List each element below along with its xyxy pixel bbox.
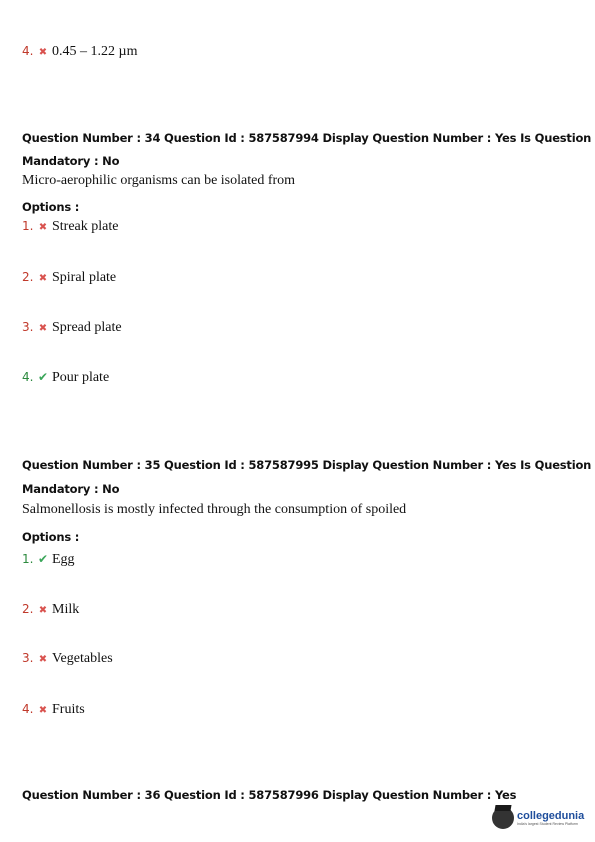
logo-name: collegedunia [517, 810, 585, 822]
option-number: 3. [22, 320, 34, 334]
check-icon: ✔ [37, 552, 49, 566]
question-text: Salmonellosis is mostly infected through the consumption of spoiled [22, 502, 407, 517]
cross-icon: ✖ [38, 654, 48, 665]
option-item [22, 552, 75, 568]
option-item [22, 651, 113, 667]
cross-icon: ✖ [38, 273, 48, 284]
option-item [22, 320, 122, 336]
option-number: 4. [22, 370, 34, 384]
option-item [22, 702, 85, 718]
option-text: Streak plate [52, 219, 119, 234]
option-text: 0.45 – 1.22 µm [52, 44, 138, 59]
question-meta: Question Number : 35 Question Id : 587587995 Display Question Number : Yes Is Question [22, 458, 592, 472]
option-text: Spiral plate [52, 270, 117, 285]
option-carryover [22, 44, 137, 60]
option-text: Spread plate [52, 320, 122, 335]
option-text: Egg [52, 552, 75, 567]
question-meta: Question Number : 36 Question Id : 587587996 Display Question Number : Yes [22, 788, 517, 802]
option-item [22, 219, 118, 235]
question-text: Micro-aerophilic organisms can be isolated from [22, 173, 296, 188]
option-number: 1. [22, 552, 34, 566]
options-label: Options : [22, 530, 80, 544]
graduation-cap-icon [492, 807, 514, 829]
cross-icon: ✖ [38, 705, 48, 716]
question-mandatory: Mandatory : No [22, 482, 120, 496]
check-icon: ✔ [37, 370, 49, 384]
logo-tagline: India's largest Student Review Platform [517, 822, 578, 826]
option-text: Pour plate [52, 370, 110, 385]
option-text: Milk [52, 602, 80, 617]
option-number: 4. [22, 44, 34, 58]
option-item [22, 370, 109, 386]
option-number: 2. [22, 270, 34, 284]
cross-icon: ✖ [38, 222, 48, 233]
options-label: Options : [22, 200, 80, 214]
option-number: 2. [22, 602, 34, 616]
option-item [22, 602, 79, 618]
option-text: Fruits [52, 702, 85, 717]
cross-icon: ✖ [38, 323, 48, 334]
option-number: 3. [22, 651, 34, 665]
option-number: 4. [22, 702, 34, 716]
option-item [22, 270, 116, 286]
question-meta: Question Number : 34 Question Id : 587587994 Display Question Number : Yes Is Question [22, 131, 592, 145]
option-text: Vegetables [52, 651, 113, 666]
collegedunia-logo [492, 800, 592, 836]
cross-icon: ✖ [38, 47, 48, 58]
question-mandatory: Mandatory : No [22, 154, 120, 168]
cross-icon: ✖ [38, 605, 48, 616]
option-number: 1. [22, 219, 34, 233]
